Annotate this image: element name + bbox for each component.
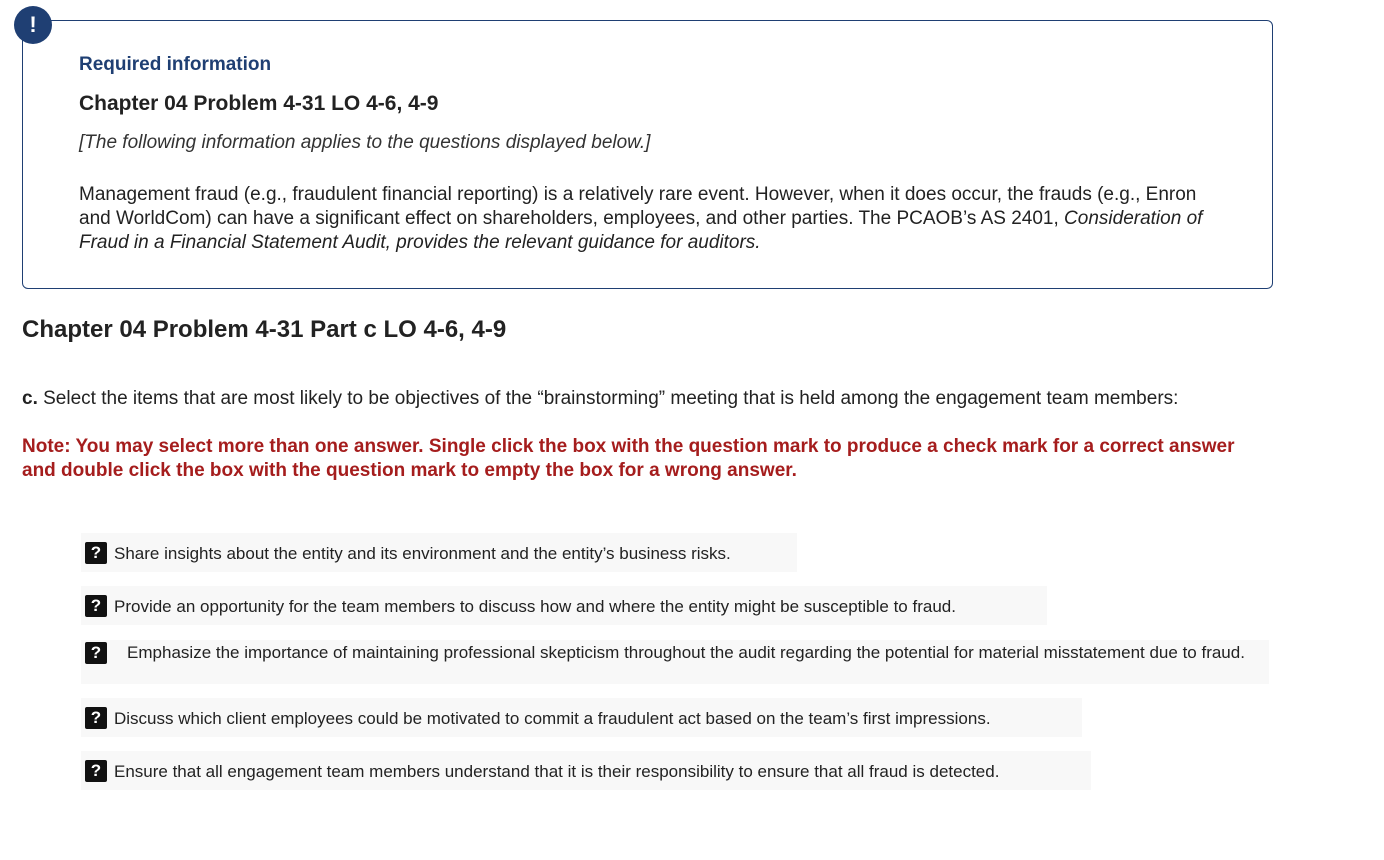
required-info-content bbox=[22, 20, 1273, 289]
instruction-note: Note: You may select more than one answer. Single click the box with the question mark to produce a check mark for a correct answer and double click the box with the question mark to empty the box for a wrong answer. bbox=[22, 436, 1235, 481]
description-main-text: Management fraud (e.g., fraudulent financial reporting) is a relatively rare event. However, when it does occur, the frauds (e.g., Enron and WorldCom) can have a significant effect on shareholders, employees, and other parties. The PCAOB’s AS 2401, bbox=[79, 184, 1197, 229]
question-mark-checkbox-icon[interactable]: ? bbox=[85, 642, 107, 664]
answer-option-4[interactable] bbox=[81, 698, 1082, 737]
answer-option-5[interactable] bbox=[81, 751, 1091, 790]
problem-subtitle: [The following information applies to the questions displayed below.] bbox=[79, 132, 651, 153]
problem-title: Chapter 04 Problem 4-31 LO 4-6, 4-9 bbox=[79, 92, 439, 115]
answer-option-label: Discuss which client employees could be motivated to commit a fraudulent act based on the team’s first impressions. bbox=[114, 709, 991, 728]
problem-description bbox=[79, 183, 1219, 255]
required-info-label: Required information bbox=[79, 54, 272, 75]
answer-option-label: Ensure that all engagement team members understand that it is their responsibility to ensure that all fraud is detected. bbox=[114, 762, 1000, 781]
answer-option-label: Share insights about the entity and its environment and the entity’s business risks. bbox=[114, 544, 731, 563]
question-mark-checkbox-icon[interactable]: ? bbox=[85, 542, 107, 564]
answer-option-label: Provide an opportunity for the team members to discuss how and where the entity might be susceptible to fraud. bbox=[114, 597, 956, 616]
answer-option-label: Emphasize the importance of maintaining professional skepticism throughout the audit regarding the potential for material misstatement due to fraud. bbox=[127, 643, 1245, 662]
alert-icon: ! bbox=[14, 6, 52, 44]
answer-option-3[interactable] bbox=[81, 640, 1269, 684]
question-mark-checkbox-icon[interactable]: ? bbox=[85, 595, 107, 617]
description-italic-text: Consideration of Fraud in a Financial Statement Audit, provides the relevant guidance for auditors. bbox=[79, 208, 1203, 253]
answer-option-2[interactable] bbox=[81, 586, 1047, 625]
part-title: Chapter 04 Problem 4-31 Part c LO 4-6, 4-9 bbox=[22, 316, 507, 343]
question-mark-checkbox-icon[interactable]: ? bbox=[85, 760, 107, 782]
question-letter: c. bbox=[22, 388, 38, 409]
question-body: Select the items that are most likely to be objectives of the “brainstorming” meeting that is held among the engagement team members: bbox=[37, 388, 1179, 409]
question-text bbox=[22, 387, 1252, 411]
answer-option-1[interactable] bbox=[81, 533, 797, 572]
question-mark-checkbox-icon[interactable]: ? bbox=[85, 707, 107, 729]
